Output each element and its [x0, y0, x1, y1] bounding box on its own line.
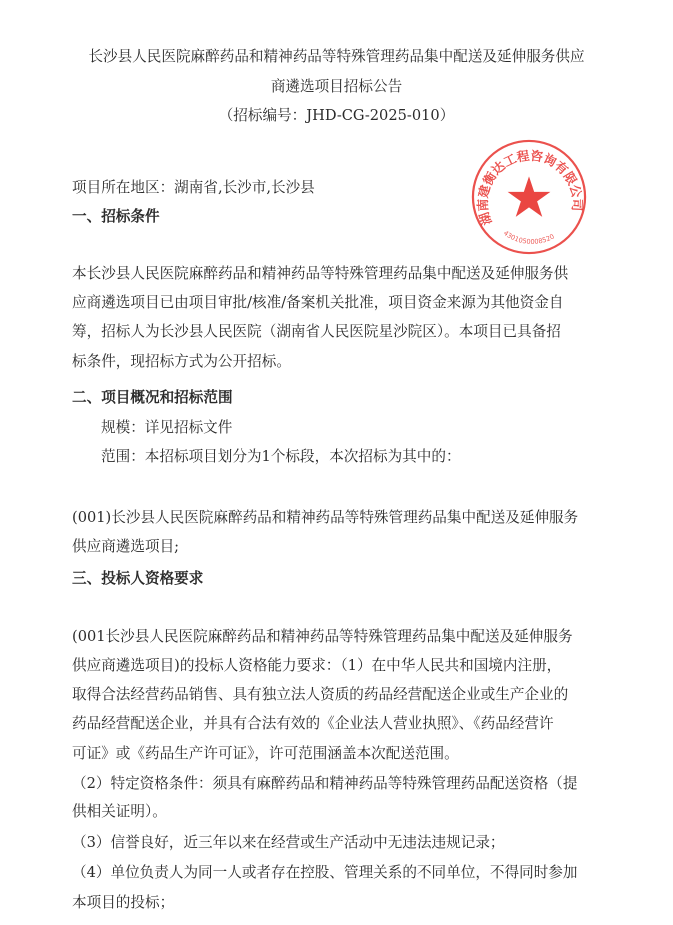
seal-text: 湖南建衡达工程咨询有限公司	[474, 147, 585, 228]
text-line: 可证》或《药品生产许可证》，许可范围涵盖本次配送范围。	[72, 745, 459, 762]
section-heading-1: 一、招标条件	[72, 208, 160, 225]
text-line: (001长沙县人民医院麻醉药品和精神药品等特殊管理药品集中配送及延伸服务	[72, 628, 573, 645]
section-heading-3: 三、投标人资格要求	[72, 570, 204, 587]
text-line: 本长沙县人民医院麻醉药品和精神药品等特殊管理药品集中配送及延伸服务供	[72, 265, 569, 282]
text-line: （3）信誉良好，近三年以来在经营或生产活动中无违法违规记录；	[72, 834, 505, 851]
text-line: 供应商遴选项目)的投标人资格能力要求：（1）在中华人民共和国境内注册，	[72, 657, 562, 674]
text-line: 取得合法经营药品销售、具有独立法人资质的药品经营配送企业或生产企业的	[72, 686, 569, 703]
project-location: 项目所在地区：湖南省,长沙市,长沙县	[72, 179, 315, 196]
lot-line: 供应商遴选项目;	[72, 538, 180, 555]
text-line: 本项目的投标；	[72, 894, 175, 911]
text-line: （4）单位负责人为同一人或者存在控股、管理关系的不同单位，不得同时参加	[72, 864, 578, 881]
text-line: 供相关证明）。	[72, 803, 167, 820]
title-line-1: 长沙县人民医院麻醉药品和精神药品等特殊管理药品集中配送及延伸服务供应	[88, 48, 585, 65]
scope-text: 范围：本招标项目划分为1个标段，本次招标为其中的：	[101, 448, 461, 465]
text-line: 筹，招标人为长沙县人民医院（湖南省人民医院星沙院区）。本项目已具备招	[72, 323, 561, 340]
tender-code: （招标编号：JHD-CG-2025-010）	[218, 107, 455, 124]
company-seal-stamp	[470, 138, 588, 256]
text-line: 标条件，现招标方式为公开招标。	[72, 353, 291, 370]
star-icon	[508, 176, 551, 217]
seal-number: 4301050008520	[501, 229, 556, 246]
scale-text: 规模：详见招标文件	[101, 419, 233, 436]
section-heading-2: 二、项目概况和招标范围	[72, 389, 233, 406]
text-line: 应商遴选项目已由项目审批/核准/备案机关批准，项目资金来源为其他资金自	[72, 294, 564, 311]
lot-line: (001)长沙县人民医院麻醉药品和精神药品等特殊管理药品集中配送及延伸服务	[72, 509, 579, 526]
text-line: 药品经营配送企业，并具有合法有效的《企业法人营业执照》、《药品经营许	[72, 715, 554, 732]
text-line: （2）特定资格条件：须具有麻醉药品和精神药品等特殊管理药品配送资格（提	[72, 775, 578, 792]
title-line-2: 商遴选项目招标公告	[270, 78, 403, 95]
